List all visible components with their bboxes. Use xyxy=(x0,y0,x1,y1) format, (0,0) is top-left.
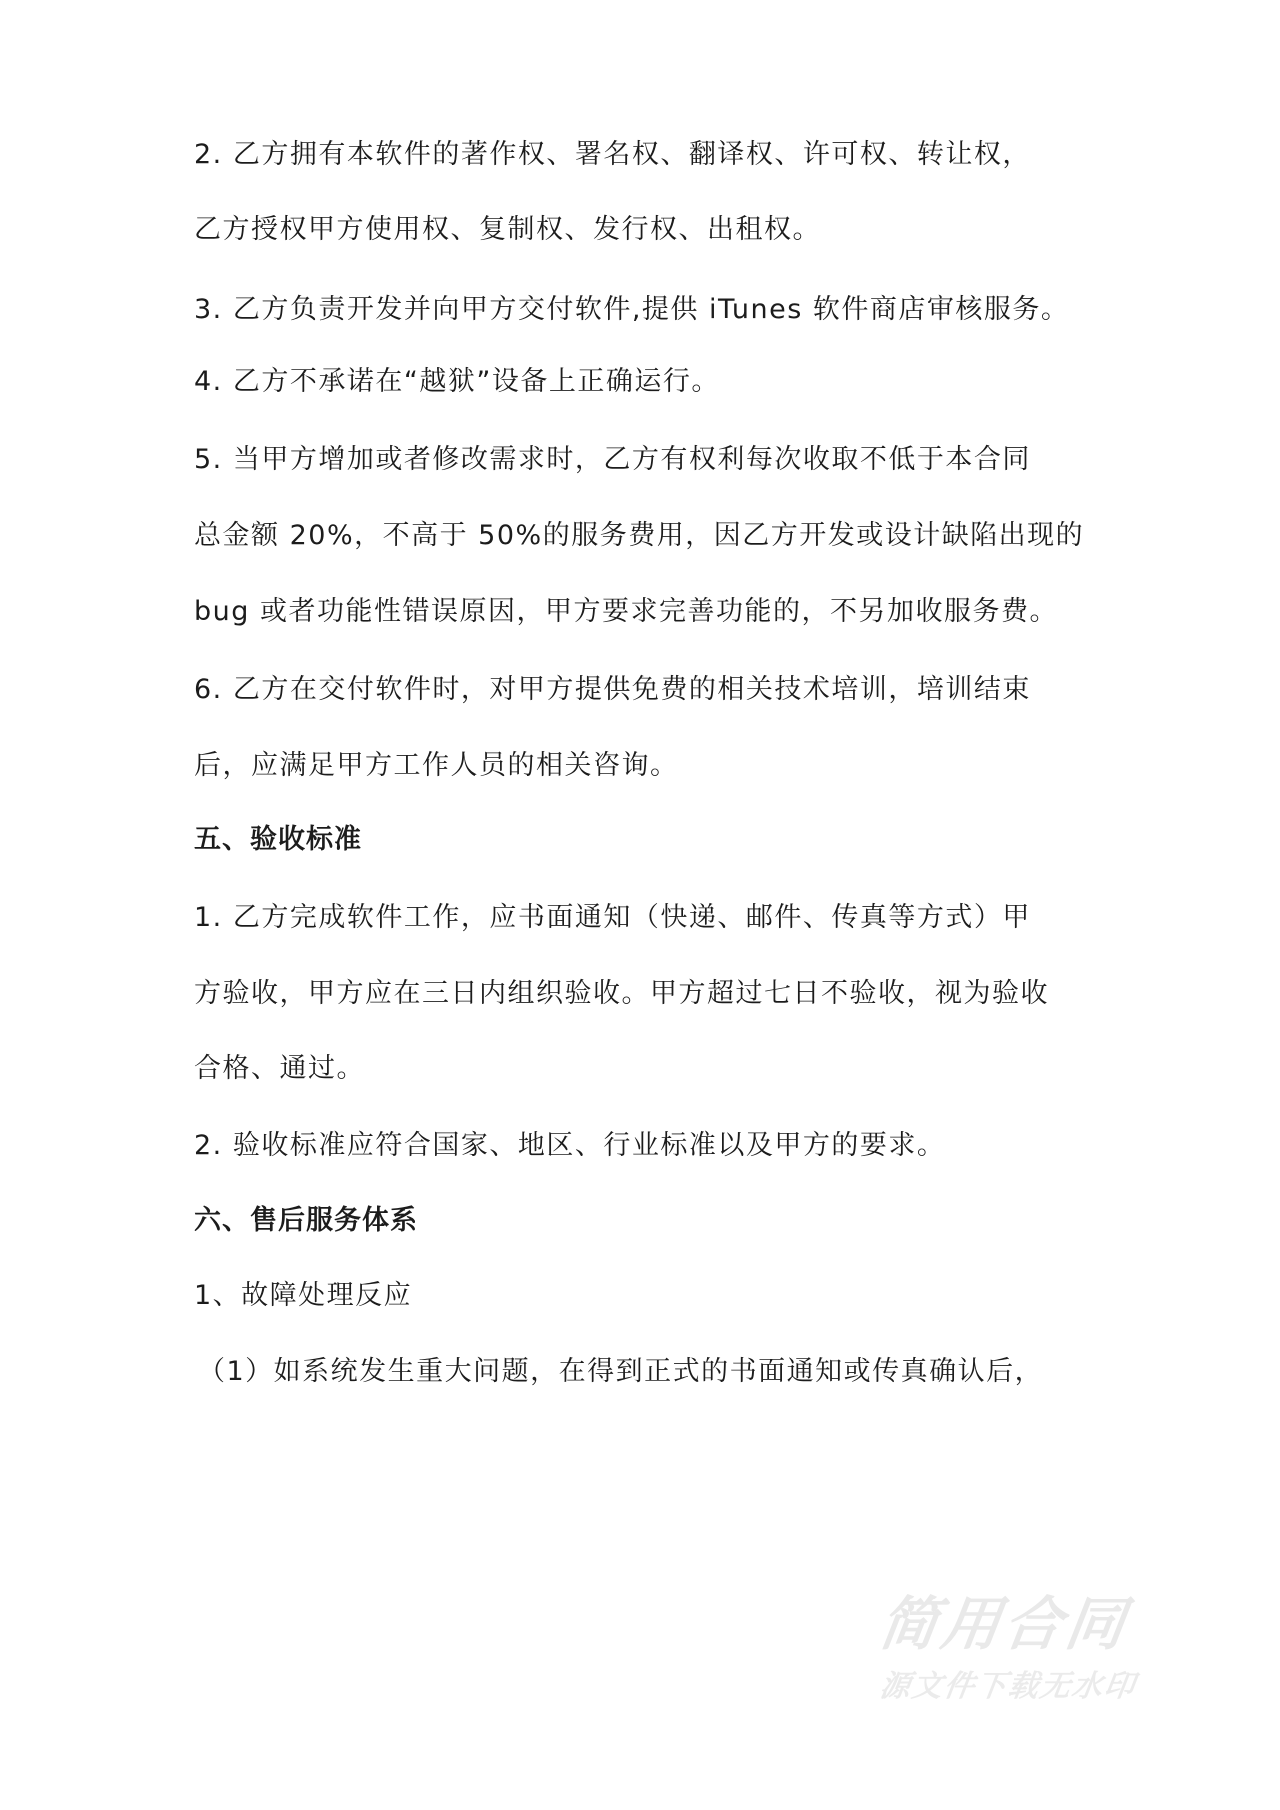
watermark-title: 简用合同 xyxy=(875,1590,1133,1658)
clause-2-line-1: 2. 乙方拥有本软件的著作权、署名权、翻译权、许可权、转让权， xyxy=(194,139,1031,170)
clause-6-line-2: 后，应满足甲方工作人员的相关咨询。 xyxy=(194,750,679,781)
watermark-subtitle: 源文件下载无水印 xyxy=(877,1669,1139,1704)
clause-4: 4. 乙方不承诺在“越狱”设备上正确运行。 xyxy=(194,366,720,397)
subsection-fault-response: 1、故障处理反应 xyxy=(194,1280,413,1311)
section-heading-acceptance: 五、验收标准 xyxy=(194,824,362,855)
watermark xyxy=(875,1590,1200,1704)
section-heading-after-sales: 六、售后服务体系 xyxy=(194,1205,418,1236)
clause-2-line-2: 乙方授权甲方使用权、复制权、发行权、出租权。 xyxy=(194,214,821,245)
acceptance-clause-2: 2. 验收标准应符合国家、地区、行业标准以及甲方的要求。 xyxy=(194,1130,946,1161)
clause-3: 3. 乙方负责开发并向甲方交付软件,提供 iTunes 软件商店审核服务。 xyxy=(194,294,1070,325)
fault-response-item-1: （1）如系统发生重大问题，在得到正式的书面通知或传真确认后， xyxy=(198,1356,1044,1387)
clause-5-line-3: bug 或者功能性错误原因，甲方要求完善功能的，不另加收服务费。 xyxy=(194,596,1058,627)
acceptance-clause-1-line-2: 方验收，甲方应在三日内组织验收。甲方超过七日不验收，视为验收 xyxy=(194,978,1049,1009)
acceptance-clause-1-line-3: 合格、通过。 xyxy=(194,1053,365,1084)
clause-5-line-2: 总金额 20%，不高于 50%的服务费用，因乙方开发或设计缺陷出现的 xyxy=(194,520,1085,551)
clause-5-line-1: 5. 当甲方增加或者修改需求时，乙方有权利每次收取不低于本合同 xyxy=(194,444,1031,475)
acceptance-clause-1-line-1: 1. 乙方完成软件工作，应书面通知（快递、邮件、传真等方式）甲 xyxy=(194,902,1031,933)
clause-6-line-1: 6. 乙方在交付软件时，对甲方提供免费的相关技术培训，培训结束 xyxy=(194,674,1031,705)
